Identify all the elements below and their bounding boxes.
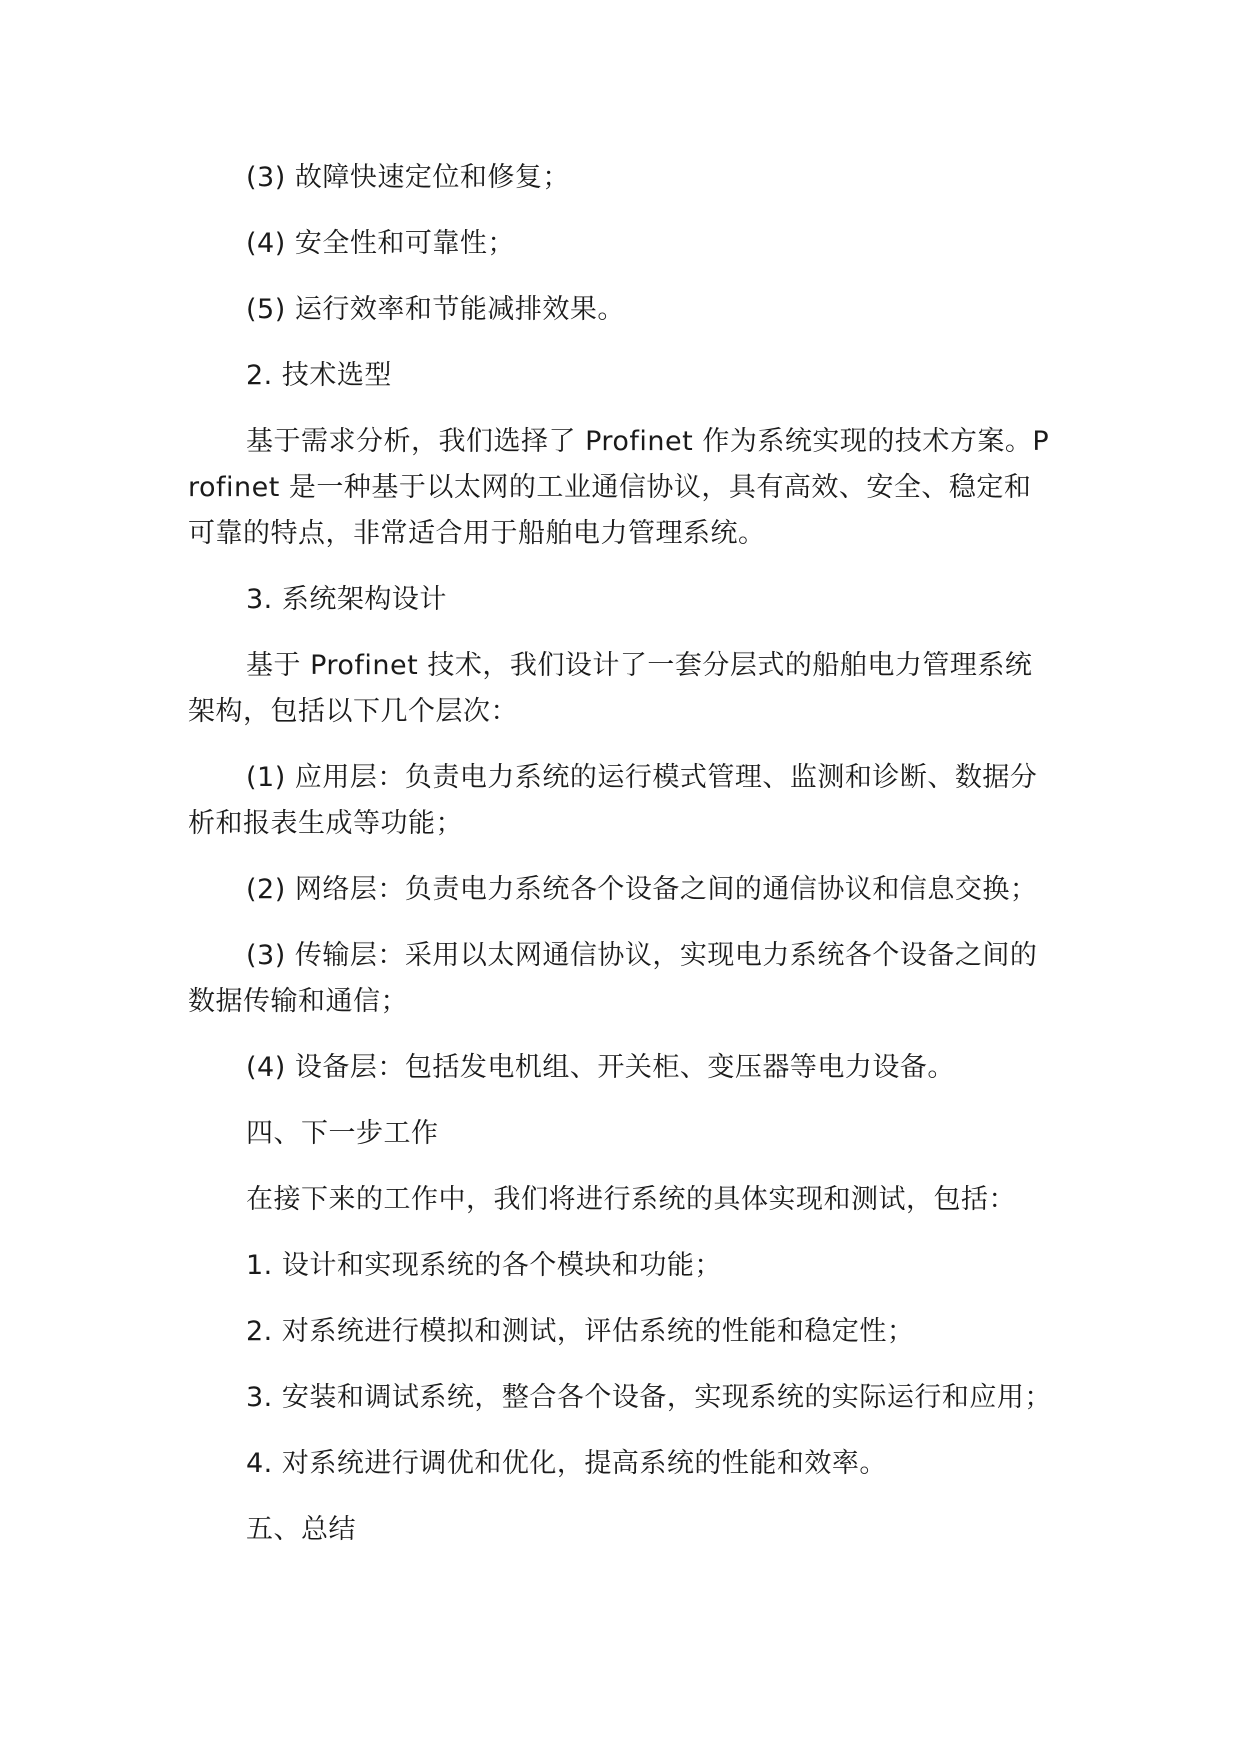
section-heading-next-steps: 四、下一步工作 — [246, 1118, 439, 1149]
paragraph-profinet: 基于需求分析，我们选择了 Profinet 作为系统实现的技术方案。Profinet 是一种基于以太网的工业通信协议，具有高效、安全、稳定和可靠的特点，非常适合用于船舶电力管理系统。 — [188, 426, 1050, 549]
list-item-efficiency: (5) 运行效率和节能减排效果。 — [246, 294, 625, 325]
list-item-transport-layer: (3) 传输层：采用以太网通信协议，实现电力系统各个设备之间的数据传输和通信； — [188, 940, 1038, 1017]
paragraph-next-steps: 在接下来的工作中，我们将进行系统的具体实现和测试，包括： — [246, 1184, 1016, 1215]
document-body — [188, 155, 1058, 1553]
list-item-design-modules: 1. 设计和实现系统的各个模块和功能； — [246, 1250, 722, 1281]
section-heading-architecture: 3. 系统架构设计 — [246, 584, 447, 615]
list-item-simulation-testing: 2. 对系统进行模拟和测试，评估系统的性能和稳定性； — [246, 1316, 915, 1347]
list-item-application-layer: (1) 应用层：负责电力系统的运行模式管理、监测和诊断、数据分析和报表生成等功能； — [188, 762, 1038, 839]
list-item-fault-location: (3) 故障快速定位和修复； — [246, 162, 570, 193]
list-item-network-layer: (2) 网络层：负责电力系统各个设备之间的通信协议和信息交换； — [246, 874, 1038, 905]
section-heading-tech-selection: 2. 技术选型 — [246, 360, 392, 391]
list-item-device-layer: (4) 设备层：包括发电机组、开关柜、变压器等电力设备。 — [246, 1052, 955, 1083]
paragraph-architecture: 基于 Profinet 技术，我们设计了一套分层式的船舶电力管理系统架构，包括以下几个层次： — [188, 650, 1033, 727]
section-heading-summary: 五、总结 — [246, 1514, 356, 1545]
list-item-safety-reliability: (4) 安全性和可靠性； — [246, 228, 515, 259]
list-item-tuning: 4. 对系统进行调优和优化，提高系统的性能和效率。 — [246, 1448, 887, 1479]
list-item-installation: 3. 安装和调试系统，整合各个设备，实现系统的实际运行和应用； — [246, 1382, 1052, 1413]
